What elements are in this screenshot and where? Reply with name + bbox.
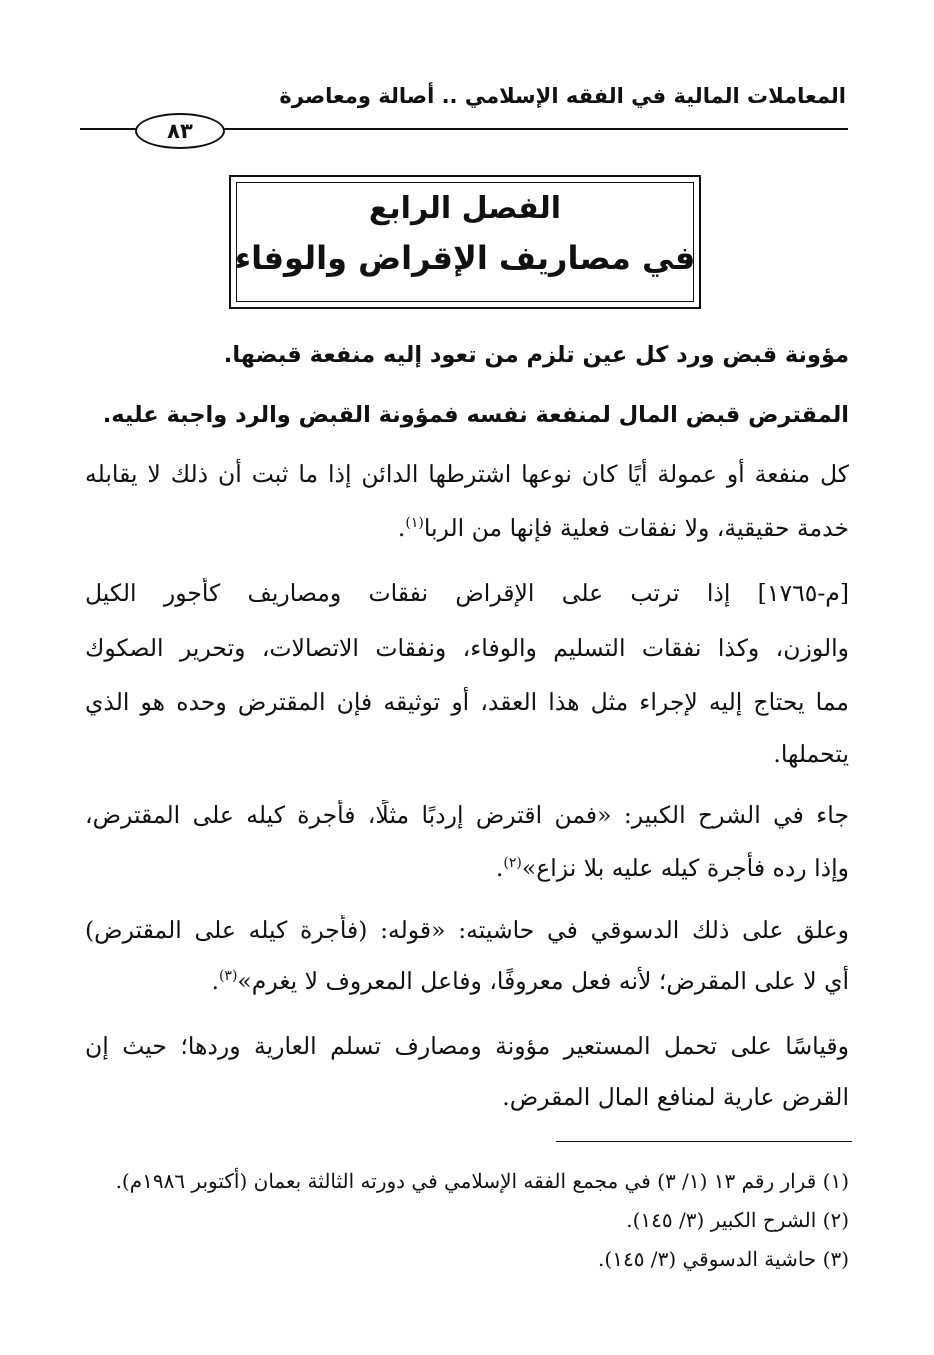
paragraph-line bbox=[85, 513, 849, 543]
paragraph-text: . bbox=[397, 514, 406, 542]
paragraph-text: خدمة حقيقية، ولا نفقات فعلية فإنها من الربا bbox=[423, 514, 849, 542]
paragraph-text: وإذا رده فأجرة كيله عليه بلا نزاع» bbox=[521, 854, 849, 882]
paragraph-rule-1: مؤونة قبض ورد كل عين تلزم من تعود إليه منفعة قبضها. bbox=[223, 342, 849, 368]
footnote: (٢) الشرح الكبير (٣/ ١٤٥). bbox=[626, 1208, 849, 1232]
paragraph-line: وقياسًا على تحمل المستعير مؤونة ومصارف تسلم العارية وردها؛ حيث إن bbox=[85, 1032, 849, 1060]
footnote-ref: (١) bbox=[405, 515, 424, 532]
footnote-ref: (٣) bbox=[218, 968, 238, 985]
paragraph-line bbox=[85, 853, 849, 883]
paragraph-text: . bbox=[211, 967, 219, 995]
chapter-heading-box bbox=[229, 175, 701, 309]
chapter-subtitle: في مصاريف الإقراض والوفاء bbox=[234, 239, 696, 277]
footnote-rule bbox=[556, 1141, 852, 1142]
page-number: ٨٣ bbox=[135, 113, 225, 149]
paragraph-line: يتحملها. bbox=[773, 740, 849, 768]
paragraph-rule-2: المقترض قبض المال لمنفعة نفسه فمؤونة القبض والرد واجبة عليه. bbox=[102, 402, 849, 428]
footnote-ref: (٢) bbox=[503, 855, 522, 872]
paragraph-line: كل منفعة أو عمولة أيًا كان نوعها اشترطها الدائن إذا ما ثبت أن ذلك لا يقابله bbox=[85, 460, 849, 488]
paragraph-text: . bbox=[495, 854, 504, 882]
chapter-title: الفصل الرابع bbox=[368, 191, 562, 226]
paragraph-line: مما يحتاج إليه لإجراء مثل هذا العقد، أو توثيقه فإن المقترض وحده هو الذي bbox=[85, 688, 849, 716]
paragraph-text: أي لا على المقرض؛ لأنه فعل معروفًا، وفاعل المعروف لا يغرم» bbox=[237, 967, 849, 995]
paragraph-line: وعلق على ذلك الدسوقي في حاشيته: «قوله: (فأجرة كيله على المقترض) bbox=[85, 916, 849, 944]
paragraph-line: [م-١٧٦٥] إذا ترتب على الإقراض نفقات ومصاريف كأجور الكيل bbox=[85, 579, 849, 607]
footnote: (٣) حاشية الدسوقي (٣/ ١٤٥). bbox=[598, 1247, 849, 1271]
running-title: المعاملات المالية في الفقه الإسلامي .. أصالة ومعاصرة bbox=[279, 84, 846, 108]
paragraph-line: جاء في الشرح الكبير: «فمن اقترض إردبًا مثلًا، فأجرة كيله على المقترض، bbox=[85, 801, 849, 829]
paragraph-line bbox=[85, 966, 849, 996]
footnote: (١) قرار رقم ١٣ (١/ ٣) في مجمع الفقه الإسلامي في دورته الثالثة بعمان (أكتوبر ١٩٨٦م). bbox=[115, 1169, 849, 1193]
paragraph-line: والوزن، وكذا نفقات التسليم والوفاء، ونفقات الاتصالات، وتحرير الصكوك bbox=[85, 634, 849, 662]
paragraph-line: القرض عارية لمنافع المال المقرض. bbox=[502, 1083, 849, 1111]
